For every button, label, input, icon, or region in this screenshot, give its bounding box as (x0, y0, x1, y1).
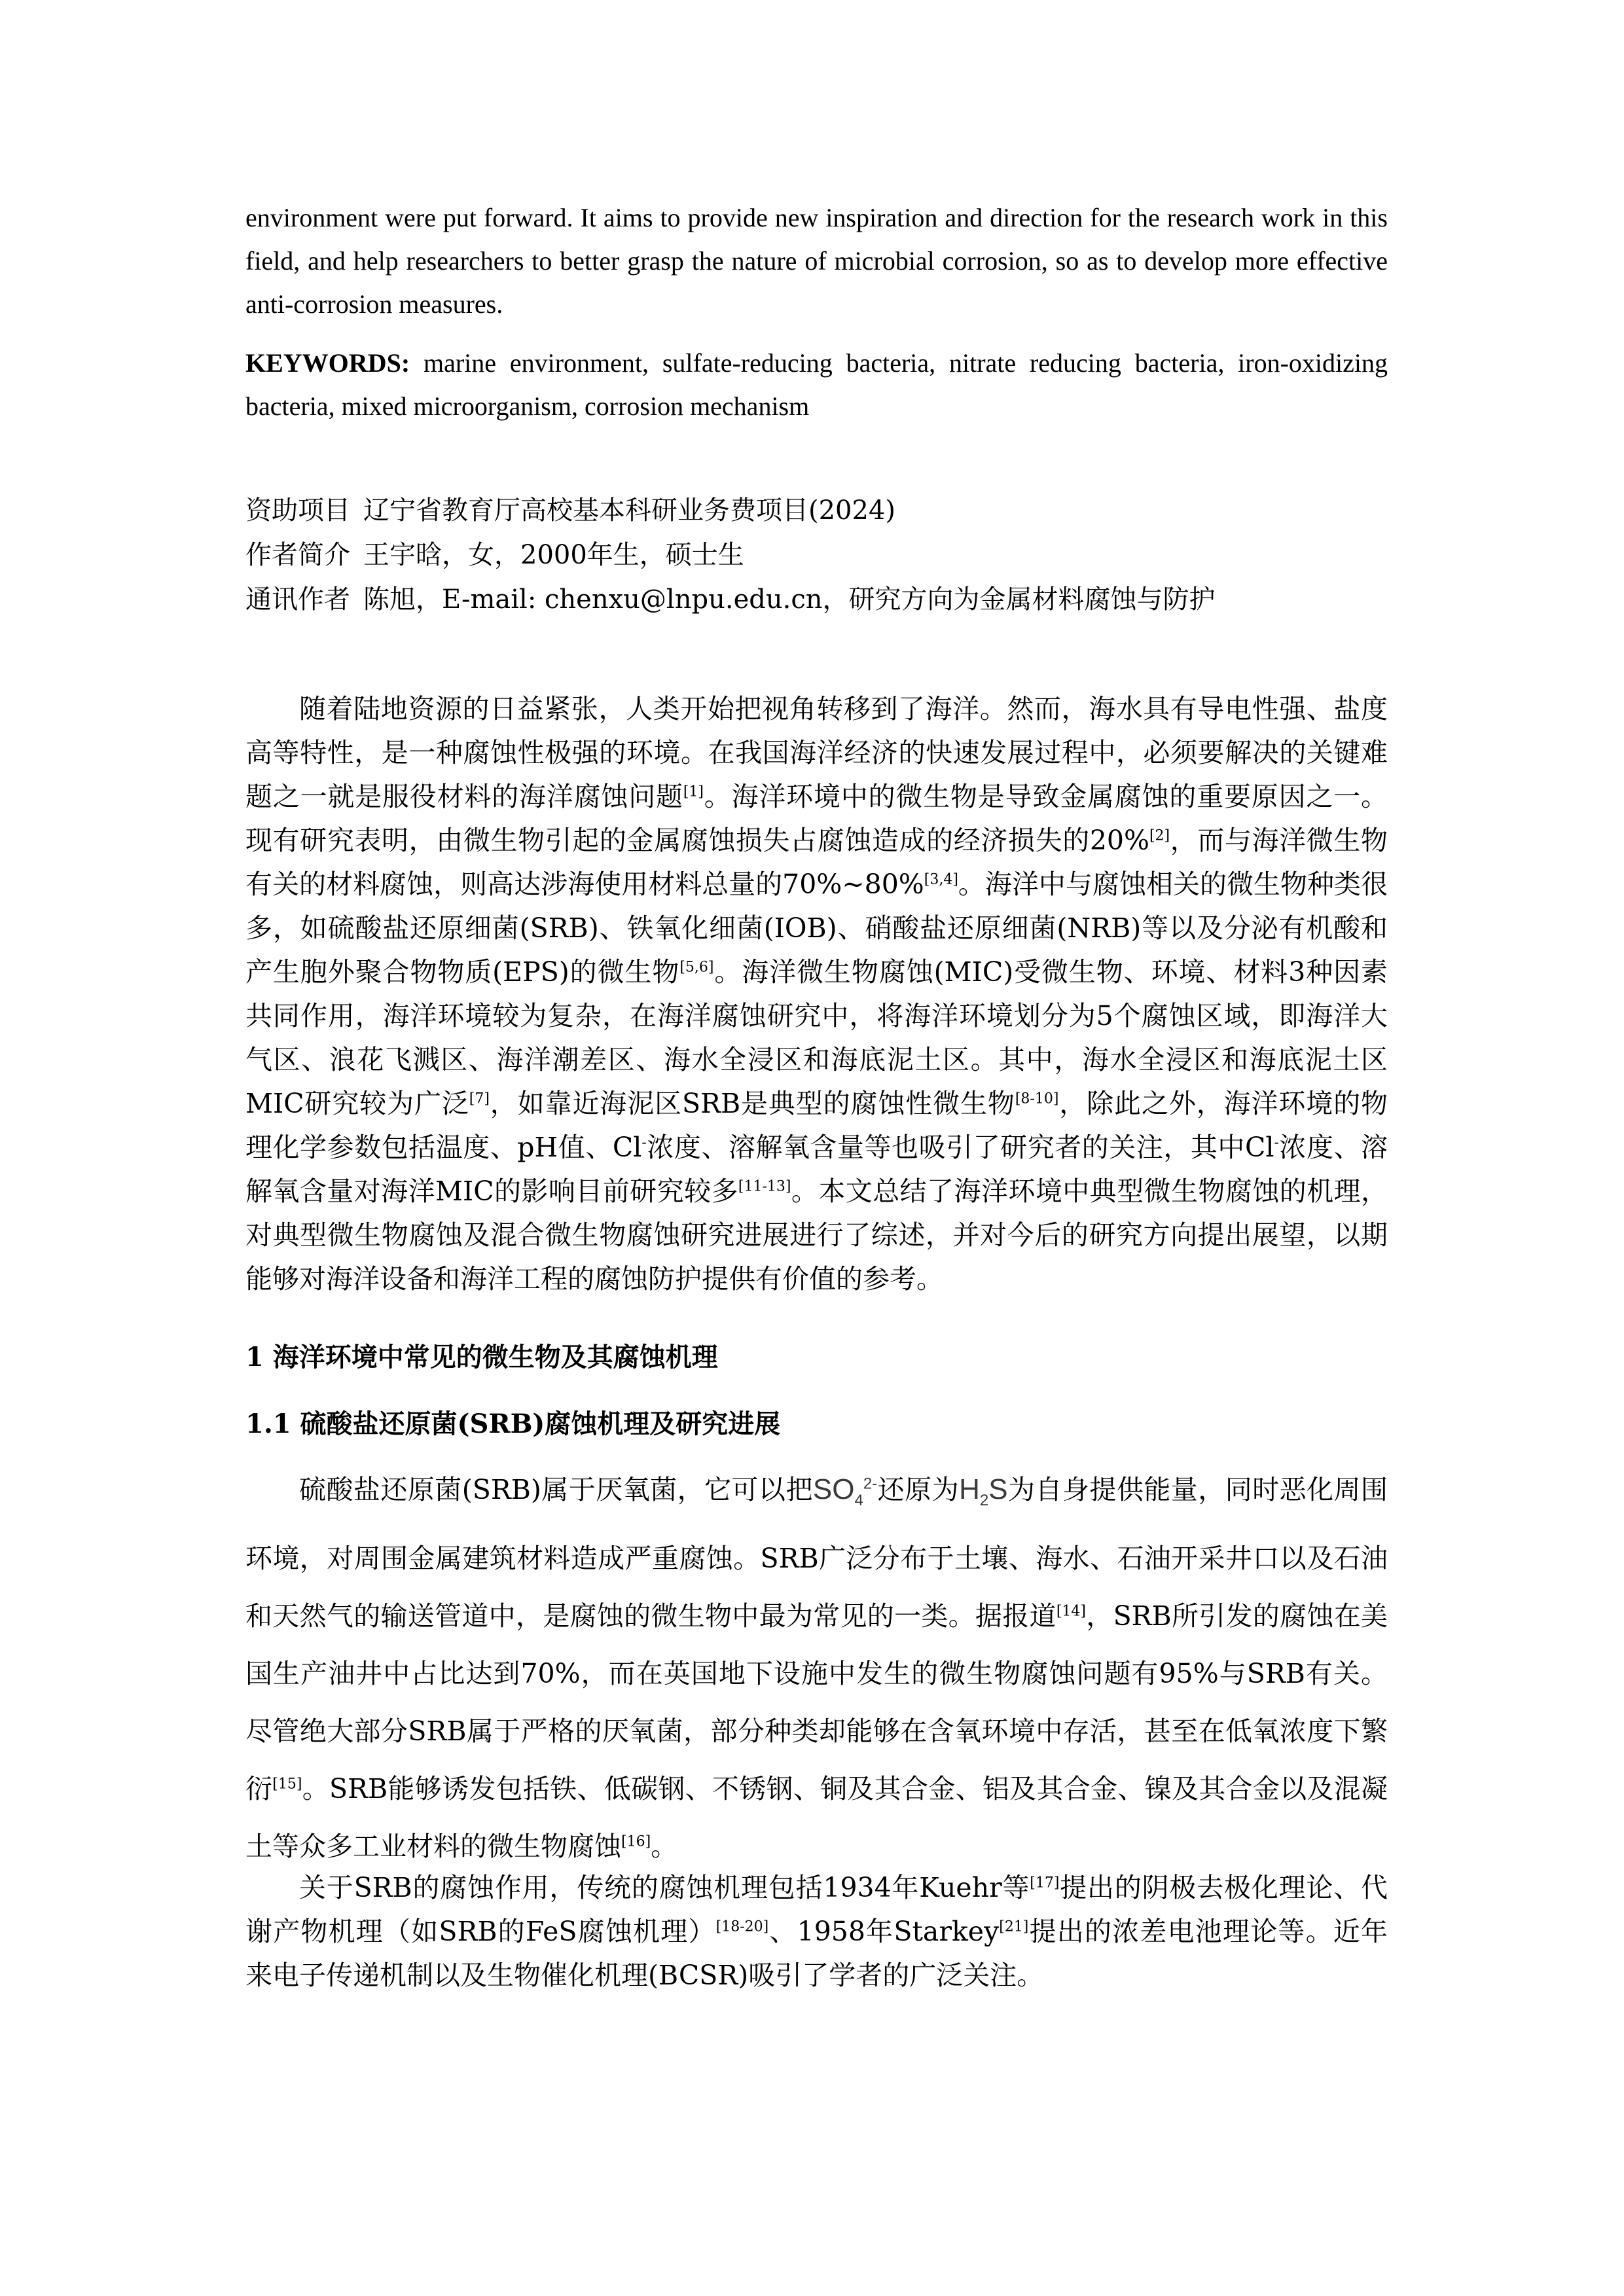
citation: [1] (683, 783, 704, 800)
corresponding-label: 通讯作者 (245, 584, 350, 615)
mechanism-text: 关于SRB的腐蚀作用，传统的腐蚀机理包括1934年Kuehr等 (299, 1871, 1030, 1903)
srb-paragraph (245, 1461, 1388, 1875)
intro-text: ，除此之外，海洋环境的物理化学参数包括温度、pH值、Cl (245, 1088, 1388, 1163)
formula-subscript: 4 (854, 1491, 863, 1509)
citation: [15] (272, 1776, 302, 1793)
formula-superscript: 2- (863, 1475, 878, 1493)
citation: [16] (621, 1833, 651, 1850)
author-line (245, 533, 1388, 577)
srb-text: 为自身提供能量，同时恶化周围环境，对周围金属建筑材料造成严重腐蚀。SRB广泛分布于土壤、海水、石油开采井口以及石油和天然气的输送管道中，是腐蚀的微生物中最为常见的一类。据报道 (245, 1474, 1388, 1632)
mechanism-paragraph (245, 1866, 1388, 1998)
srb-text: 。SRB能够诱发包括铁、低碳钢、不锈钢、铜及其合金、铝及其合金、镍及其合金以及混凝土等众多工业材料的微生物腐蚀 (245, 1772, 1388, 1862)
main-body (245, 687, 1388, 1998)
funding-label: 资助项目 (245, 495, 350, 526)
section-heading-1-1: 1.1 硫酸盐还原菌(SRB)腐蚀机理及研究进展 (245, 1408, 781, 1439)
citation: [21] (999, 1918, 1029, 1935)
citation: [14] (1056, 1603, 1086, 1620)
keywords-label: KEYWORDS: (245, 348, 410, 378)
srb-text: ，SRB所引发的腐蚀在美国生产油井中占比达到70%，而在英国地下设施中发生的微生物腐蚀问题有95%与SRB有关。尽管绝大部分SRB属于严格的厌氧菌，部分种类却能够在含氧环境中存活，甚至在低氧浓度下繁衍 (245, 1600, 1388, 1804)
intro-text: 随着陆地资源的日益紧张，人类开始把视角转移到了海洋。然而，海水具有导电性强、盐度高等特性，是一种腐蚀性极强的环境。在我国海洋经济的快速发展过程中，必须要解决的关键难题之一就是服役材料的海洋腐蚀问题 (245, 693, 1388, 812)
hydrogen-sulfide-formula (959, 1473, 1008, 1509)
formula-part: SO (812, 1473, 855, 1505)
funding-text: 辽宁省教育厅高校基本科研业务费项目(2024) (363, 495, 896, 526)
mechanism-text: 、1958年Starkey (768, 1915, 1000, 1947)
author-label: 作者简介 (245, 540, 350, 570)
citation: [17] (1030, 1874, 1060, 1892)
author-text: 王宇晗，女，2000年生，硕士生 (363, 540, 744, 570)
corresponding-text: 陈旭，E-mail: chenxu@lnpu.edu.cn，研究方向为金属材料腐蚀与防护 (363, 584, 1216, 615)
citation: [18-20] (715, 1918, 769, 1935)
intro-text: ，而与海洋微生物有关的材料腐蚀，则高达涉海使用材料总量的70%~80% (245, 825, 1388, 900)
srb-text: 硫酸盐还原菌(SRB)属于厌氧菌，它可以把 (299, 1474, 813, 1505)
srb-text: 还原为 (877, 1474, 960, 1505)
mechanism-text: 提出的浓差电池理论等。近年来电子传递机制以及生物催化机理(BCSR)吸引了学者的广泛关注。 (245, 1915, 1388, 1991)
formula-part: S (988, 1473, 1008, 1505)
intro-text: 。海洋中与腐蚀相关的微生物种类很多，如硫酸盐还原细菌(SRB)、铁氧化细菌(IOB)、硝酸盐还原细菌(NRB)等以及分泌有机酸和产生胞外聚合物物质(EPS)的微生物 (245, 869, 1388, 988)
funding-line (245, 488, 1388, 533)
sulfate-formula (812, 1473, 878, 1509)
srb-text: 。 (651, 1830, 678, 1862)
mechanism-text: 提出的阴极去极化理论、代谢产物机理（如SRB的FeS腐蚀机理） (245, 1871, 1388, 1947)
citation: [7] (469, 1090, 490, 1107)
intro-text: ，如靠近海泥区SRB是典型的腐蚀性微生物 (489, 1088, 1015, 1119)
formula-subscript: 2 (979, 1491, 989, 1509)
intro-paragraph (245, 687, 1388, 1301)
abstract-tail: environment were put forward. It aims to provide new inspiration and direction for the research work in this field, and help researchers to better grasp the nature of microbial corrosion, so as to develop more effective anti-corrosion measures. (245, 203, 1388, 319)
intro-text: 。本文总结了海洋环境中典型微生物腐蚀的机理，对典型微生物腐蚀及混合微生物腐蚀研究进展进行了综述，并对今后的研究方向提出展望，以期能够对海洋设备和海洋工程的腐蚀防护提供有价值的参考。 (245, 1175, 1388, 1295)
page-content (245, 196, 1388, 1998)
intro-text: 。海洋微生物腐蚀(MIC)受微生物、环境、材料3种因素共同作用，海洋环境较为复杂，在海洋腐蚀研究中，将海洋环境划分为5个腐蚀区域，即海洋大气区、浪花飞溅区、海洋潮差区、海水全浸区和海底泥土区。其中，海水全浸区和海底泥土区MIC研究较为广泛 (245, 956, 1388, 1119)
keywords-text: marine environment, sulfate-reducing bacteria, nitrate reducing bacteria, iron-oxidizing bacteria, mixed microorganism, corrosion mechanism (245, 348, 1388, 421)
charge-superscript: - (641, 1134, 647, 1151)
citation: [2] (1149, 827, 1170, 844)
section-heading-1: 1 海洋环境中常见的微生物及其腐蚀机理 (245, 1342, 718, 1372)
formula-part: H (959, 1473, 980, 1505)
charge-superscript: - (1274, 1134, 1279, 1151)
article-meta (245, 488, 1388, 622)
citation: [11-13] (738, 1178, 791, 1195)
citation: [3,4] (924, 871, 958, 888)
corresponding-line (245, 577, 1388, 622)
citation: [8-10] (1015, 1090, 1059, 1107)
intro-text: 浓度、溶解氧含量对海洋MIC的影响目前研究较多 (245, 1132, 1388, 1207)
keywords (245, 342, 1388, 428)
citation: [5,6] (679, 959, 714, 976)
intro-text: 浓度、溶解氧含量等也吸引了研究者的关注，其中Cl (646, 1132, 1274, 1163)
intro-text: 。海洋环境中的微生物是导致金属腐蚀的重要原因之一。现有研究表明，由微生物引起的金属腐蚀损失占腐蚀造成的经济损失的20% (245, 781, 1388, 856)
